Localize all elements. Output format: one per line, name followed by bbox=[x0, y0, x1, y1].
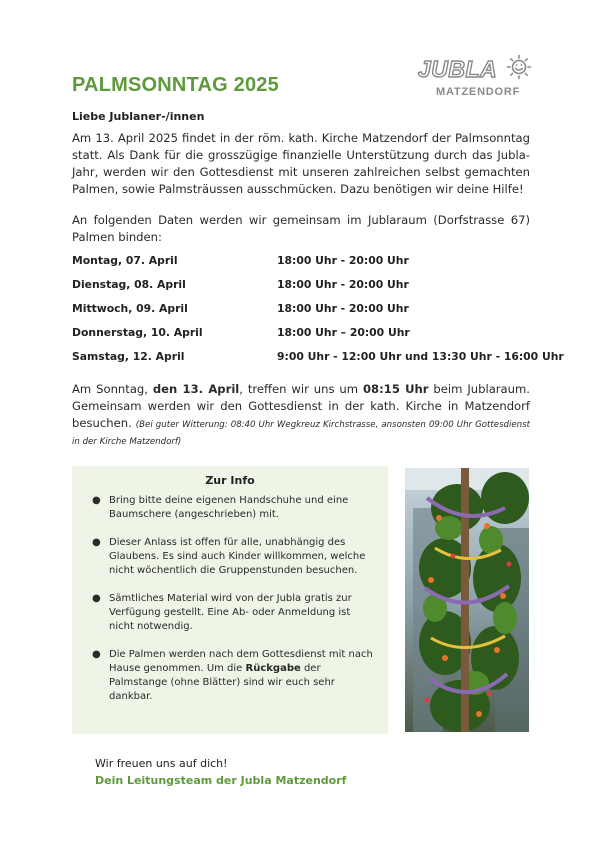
info-item-text: der Palmstange (ohne Blätter) sind wir euch sehr dankbar. bbox=[109, 663, 335, 702]
schedule-day: Samstag, 12. April bbox=[72, 350, 185, 363]
signature: Dein Leitungsteam der Jubla Matzendorf bbox=[95, 774, 347, 787]
info-box bbox=[72, 466, 388, 734]
jubla-logo bbox=[416, 52, 534, 106]
schedule-row bbox=[72, 326, 542, 350]
bullet-icon: ● bbox=[92, 495, 101, 506]
bullet-icon: ● bbox=[92, 649, 101, 660]
schedule-day: Donnerstag, 10. April bbox=[72, 326, 203, 339]
sunday-text-3: beim Jublaraum. Gemeinsam werden wir den Gottesdienst in der kath. Kirche in Matzendorf besuchen. bbox=[72, 382, 530, 430]
info-item bbox=[90, 648, 376, 704]
schedule-day: Dienstag, 08. April bbox=[72, 278, 186, 291]
info-item bbox=[90, 536, 376, 578]
info-item-text: Dieser Anlass ist offen für alle, unabhängig des Glaubens. Es sind auch Kinder willkommen, welche nicht wöchentlich die Gruppenstunden besuchen. bbox=[109, 537, 366, 576]
sunday-date: den 13. April bbox=[152, 382, 240, 396]
schedule-day: Montag, 07. April bbox=[72, 254, 178, 267]
schedule-table bbox=[72, 254, 564, 374]
info-item-text: Die Palmen werden nach dem Gottesdienst mit nach Hause genommen. Um die bbox=[109, 649, 373, 674]
schedule-time: 9:00 Uhr - 12:00 Uhr und 13:30 Uhr - 16:00 Uhr bbox=[277, 350, 564, 363]
bullet-icon: ● bbox=[92, 593, 101, 604]
schedule-time: 18:00 Uhr - 20:00 Uhr bbox=[277, 254, 409, 267]
palm-photo bbox=[405, 468, 529, 732]
intro-paragraph: Am 13. April 2025 findet in der röm. kath. Kirche Matzendorf der Palmsonntag statt. Als Dank für die grosszügige finanzielle Unterstützung durch das Jubla-Jahr, werden wir den Gottesdienst mit unseren zahlreichen selbst gemachten Palmen, sowie Palmsträussen ausschmücken. Dazu benötigen wir deine Hilfe! bbox=[72, 131, 530, 196]
schedule-time: 18:00 Uhr - 20:00 Uhr bbox=[277, 278, 409, 291]
logo-subtitle: MATZENDORF bbox=[436, 86, 521, 98]
info-title: Zur Info bbox=[205, 474, 255, 487]
sunday-paragraph bbox=[72, 381, 530, 449]
logo-wordmark: JUBLA bbox=[418, 56, 498, 82]
sunday-text-2: , treffen wir uns um bbox=[239, 382, 363, 396]
closing-line: Wir freuen uns auf dich! bbox=[95, 757, 228, 770]
schedule-time: 18:00 Uhr – 20:00 Uhr bbox=[277, 326, 410, 339]
schedule-row bbox=[72, 278, 542, 302]
schedule-row bbox=[72, 254, 542, 278]
sun-face-icon bbox=[506, 54, 532, 80]
info-item-text: Bring bitte deine eigenen Handschuhe und eine Baumschere (angeschrieben) mit. bbox=[109, 495, 349, 520]
schedule-row bbox=[72, 350, 564, 374]
schedule-time: 18:00 Uhr - 20:00 Uhr bbox=[277, 302, 409, 315]
info-item-bold: Rückgabe bbox=[245, 663, 301, 674]
info-item bbox=[90, 592, 376, 634]
info-list bbox=[90, 494, 376, 718]
info-item bbox=[90, 494, 376, 522]
greeting: Liebe Jublaner-/innen bbox=[72, 110, 205, 123]
bullet-icon: ● bbox=[92, 537, 101, 548]
sunday-text-1: Am Sonntag, bbox=[72, 382, 153, 396]
closing bbox=[95, 755, 346, 789]
schedule-row bbox=[72, 302, 542, 326]
sunday-time: 08:15 Uhr bbox=[362, 382, 429, 396]
page-title: PALMSONNTAG 2025 bbox=[72, 74, 279, 96]
dates-intro: An folgenden Daten werden wir gemeinsam im Jublaraum (Dorfstrasse 67) Palmen binden: bbox=[72, 213, 530, 244]
weather-note: (Bei guter Witterung: 08:40 Uhr Wegkreuz Kirchstrasse, ansonsten 09:00 Uhr Gottesdienst in der Kirche Matzendorf) bbox=[72, 420, 530, 447]
info-item-text: Sämtliches Material wird von der Jubla gratis zur Verfügung gestellt. Eine Ab- oder Anmeldung ist nicht notwendig. bbox=[109, 593, 352, 632]
schedule-day: Mittwoch, 09. April bbox=[72, 302, 188, 315]
